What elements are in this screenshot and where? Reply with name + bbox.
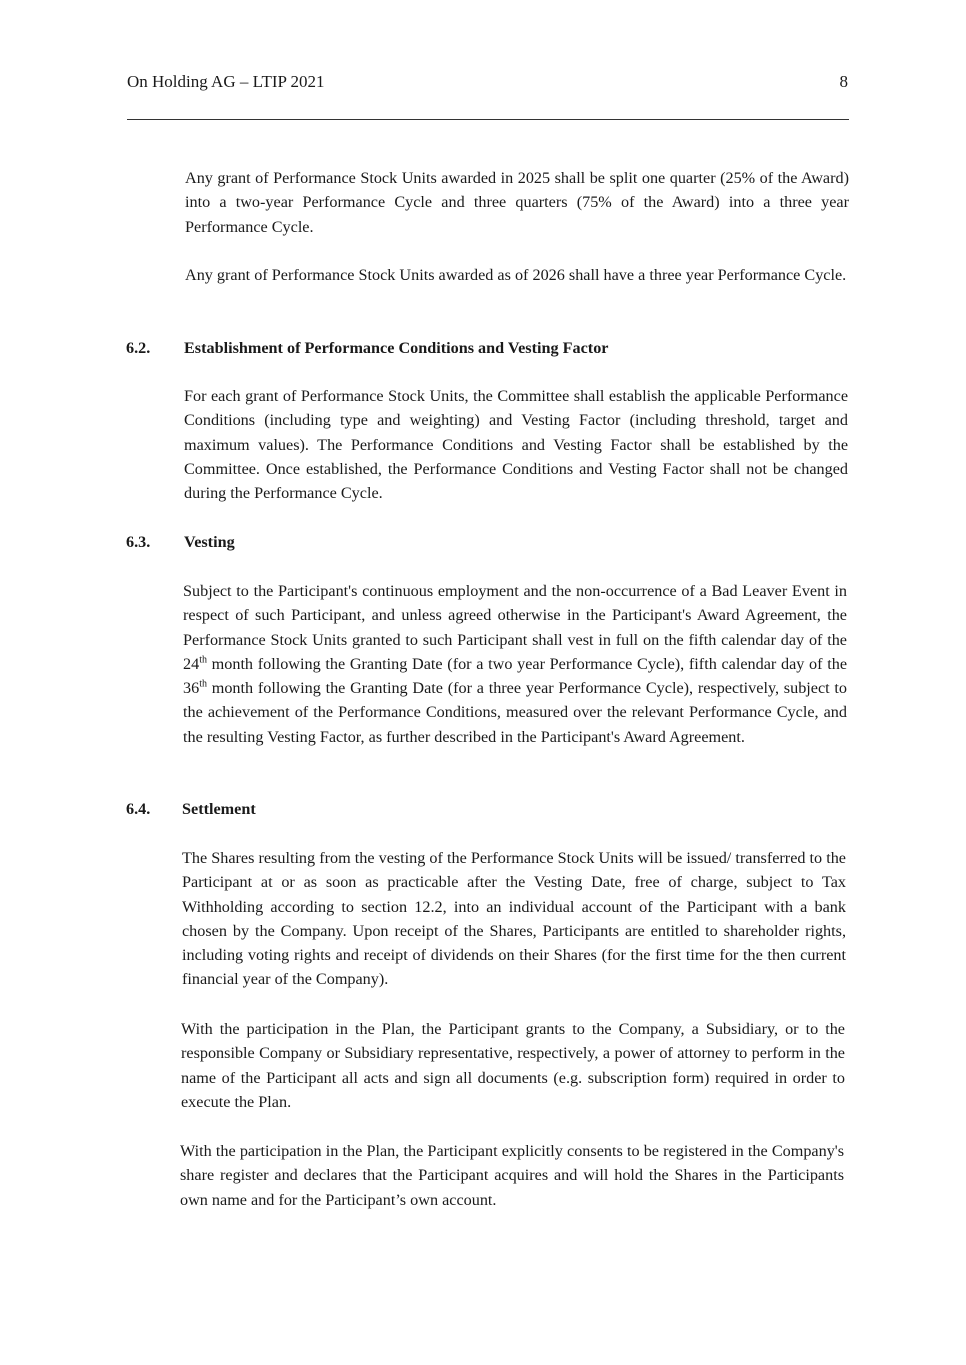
section-6-2-body: For each grant of Performance Stock Units, the Committee shall establish the applicable Performance Conditions (including type and weighting) and Vesting Factor (including threshold, target and maximum values). The Performance Conditions and Vesting Factor shall be established by the Committee. Once established, the Performance Conditions and Vesting Factor shall not be changed during the Performance Cycle. xyxy=(184,387,848,503)
section-6-4-number: 6.4. xyxy=(126,800,151,818)
intro-paragraph-2026-grant: Any grant of Performance Stock Units awarded as of 2026 shall have a three year Performance Cycle. xyxy=(185,266,847,284)
section-6-3-body-part-3: month following the Granting Date (for a three year Performance Cycle), respectively, subject to the achievement of the Performance Conditions, measured over the relevant Performance Cycle, and the resulting Vesting Factor, as further described in the Participant's Award Agreement. xyxy=(183,679,847,746)
header-divider xyxy=(127,119,849,120)
section-6-2-heading: Establishment of Performance Conditions and Vesting Factor xyxy=(184,339,609,357)
running-header-title: On Holding AG – LTIP 2021 xyxy=(127,72,325,91)
section-6-4-heading: Settlement xyxy=(182,800,256,818)
section-6-4-paragraph-issuance: The Shares resulting from the vesting of the Performance Stock Units will be issued/ transferred to the Participant at or as soon as practicable after the Vesting Date, free of charge, subject to Tax Withholding according to section 12.2, into an individual account of the Participant with a bank chosen by the Company. Upon receipt of the Shares, Participants are entitled to shareholder rights, including voting rights and receipt of dividends on their Shares (for the first time for the then current financial year of the Company). xyxy=(182,849,846,989)
ordinal-suffix-24th: th xyxy=(199,654,207,666)
section-6-2-number: 6.2. xyxy=(126,339,151,357)
page-number: 8 xyxy=(839,72,848,91)
section-6-4-paragraph-power-of-attorney: With the participation in the Plan, the Participant grants to the Company, a Subsidiary, or to the responsible Company or Subsidiary representative, respectively, a power of attorney to perform in the name of the Participant all acts and sign all documents (e.g. subscription form) required in order to execute the Plan. xyxy=(181,1020,845,1111)
section-6-3-heading: Vesting xyxy=(184,533,235,551)
intro-paragraph-2025-grant: Any grant of Performance Stock Units awarded in 2025 shall be split one quarter (25% of the Award) into a two-year Performance Cycle and three quarters (75% of the Award) into a three year Performance Cycle. xyxy=(185,169,849,236)
section-6-3-body-part-2: month following the Granting Date (for a two year Performance Cycle), fifth calendar day of the 36 xyxy=(183,654,847,698)
section-6-3-body-part-1: Subject to the Participant's continuous employment and the non-occurrence of a Bad Leaver Event in respect of such Participant, and unless agreed otherwise in the Participant's Award Agreement, the Performance Stock Units granted to such Participant shall vest in full on the fifth calendar day of the 24 xyxy=(183,582,847,673)
section-6-4-paragraph-share-register: With the participation in the Plan, the Participant explicitly consents to be registered in the Company's share register and declares that the Participant acquires and will hold the Shares in the Participants own name and for the Participant’s own account. xyxy=(180,1142,844,1209)
section-6-3-body xyxy=(183,579,847,749)
ordinal-suffix-36th: th xyxy=(199,678,207,690)
section-6-3-number: 6.3. xyxy=(126,533,151,551)
